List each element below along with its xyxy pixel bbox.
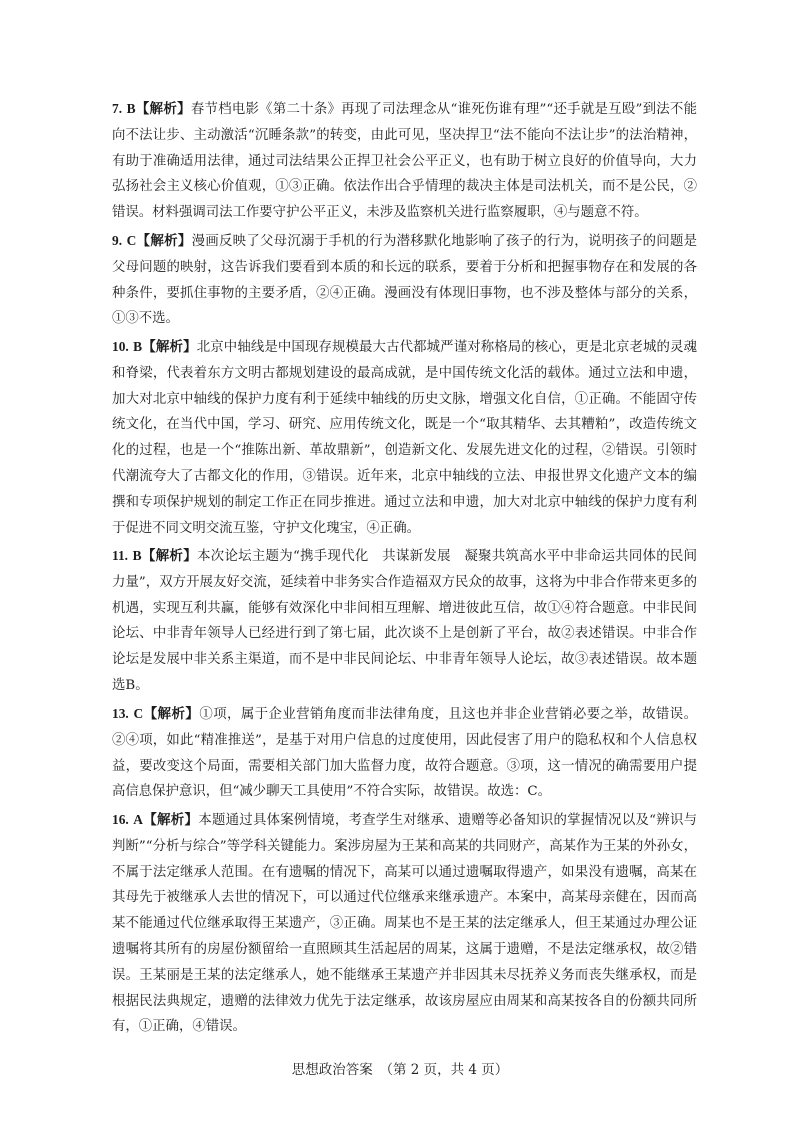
analysis-text: 本次论坛主题为“携手现代化 共谋新发展 凝聚共筑高水平中非命运共同体的民间力量”，双方开展友好交流，延续着中非务实合作造福双方民众的故事，这将为中非合作带来更多的机遇，实现互利共赢，能够有效深化中非间相互理解、增进彼此互信，故①④符合题意。中非民间论坛、中非青年领导人已经进行到了第七届，此次谈不上是创新了平台，故②表述错误。中非合作论坛是发展中非关系主渠道，而不是中非民间论坛、中非青年领导人论坛，故③表述错误。故本题选B。 [112, 549, 698, 693]
question-number: 11. [112, 548, 128, 563]
answer-item-10 [112, 334, 697, 541]
answer-letter: A [133, 812, 143, 827]
analysis-text: 北京中轴线是中国现存规模最大古代都城严谨对称格局的核心，更是北京老城的灵魂和脊梁，代表着东方文明古都规划建设的最高成就，是中国传统文化活的载体。通过立法和申遗，加大对北京中轴线的保护力度有利于延续中轴线的历史文脉，增强文化自信，①正确。不能固守传统文化，在当代中国，学习、研究、应用传统文化，既是一个“取其精华、去其糟粕”，改造传统文化的过程，也是一个“推陈出新、革故鼎新”，创造新文化、发展先进文化的过程，②错误。引领时代潮流夸大了古都文化的作用，③错误。近年来，北京中轴线的立法、申报世界文化遗产文本的编撰和专项保护规划的制定工作正在同步推进。通过立法和申遗，加大对北京中轴线的保护力度有利于促进不同文明交流互鉴，守护文化瑰宝，④正确。 [112, 340, 697, 536]
question-number: 16. [112, 812, 129, 827]
answer-letter: C [126, 233, 137, 248]
analysis-tag: 【解析】 [143, 706, 200, 722]
question-number: 10. [112, 339, 129, 354]
answer-item-9 [112, 228, 697, 332]
question-number: 13. [112, 706, 129, 721]
answer-letter: C [133, 706, 144, 721]
answer-letter: B [132, 548, 142, 563]
question-number: 9. [112, 233, 123, 248]
answer-letter: B [133, 339, 143, 354]
analysis-text: 本题通过具体案例情境，考查学生对继承、遗赠等必备知识的掌握情况以及“辨识与判断”“分析与综合”等学科关键能力。案涉房屋为王某和高某的共同财产，高某作为王某的外孙女，不属于法定继承人范围。在有遗嘱的情况下，高某可以通过遗嘱取得遗产，如果没有遗嘱，高某在其母先于被继承人去世的情况下，可以通过代位继承来继承遗产。本案中，高某母亲健在，因而高某不能通过代位继承取得王某遗产，③正确。周某也不是王某的法定继承人，但王某通过办理公证遗嘱将其所有的房屋份额留给一直照顾其生活起居的周某，这属于遗赠，不是法定继承权，故②错误。王某丽是王某的法定继承人，她不能继承王某遗产并非因其未尽抚养义务而丧失继承权，而是根据民法典规定，遗赠的法律效力优先于法定继承，故该房屋应由周某和高某按各自的份额共同所有，①正确，④错误。 [112, 813, 697, 1035]
question-number: 7. [112, 101, 123, 116]
answer-item-11 [112, 543, 697, 699]
answer-letter: B [126, 101, 136, 116]
analysis-text: 漫画反映了父母沉溺于手机的行为潜移默化地影响了孩子的行为，说明孩子的问题是父母问题的映射，这告诉我们要看到本质的和长远的联系，要着于分析和把握事物存在和发展的各种条件，要抓住事物的主要矛盾，②④正确。漫画没有体现旧事物，也不涉及整体与部分的关系，①③不选。 [112, 234, 698, 327]
analysis-tag: 【解析】 [141, 548, 198, 564]
analysis-tag: 【解析】 [135, 101, 191, 117]
analysis-tag: 【解析】 [142, 812, 199, 828]
analysis-tag: 【解析】 [142, 339, 197, 355]
answer-item-13 [112, 701, 697, 805]
answer-item-16 [112, 807, 697, 1040]
page-footer: 思想政治答案 （第 2 页，共 4 页） [291, 1062, 509, 1078]
analysis-tag: 【解析】 [136, 233, 192, 249]
analysis-text: 春节档电影《第二十条》再现了司法理念从“谁死伤谁有理”“还手就是互殴”到法不能向不法让步、主动激活“沉睡条款”的转变，由此可见，坚决捍卫“法不能向不法让步”的法治精神，有助于准确适用法律，通过司法结果公正捍卫社会公平正义，也有助于树立良好的价值导向，大力弘扬社会主义核心价值观，①③正确。依法作出合乎情理的裁决主体是司法机关，而不是公民，②错误。材料强调司法工作要守护公平正义，未涉及监察机关进行监察履职，④与题意不符。 [112, 102, 697, 221]
answer-item-7 [112, 96, 697, 226]
analysis-text: ①项，属于企业营销角度而非法律角度，且这也并非企业营销必要之举，故错误。②④项，如此“精准推送”，是基于对用户信息的过度使用，因此侵害了用户的隐私权和个人信息权益，要改变这个局面，需要相关部门加大监督力度，故符合题意。③项，这一情况的确需要用户提高信息保护意识，但“减少聊天工具使用”不符合实际，故错误。故选：C。 [112, 707, 697, 800]
